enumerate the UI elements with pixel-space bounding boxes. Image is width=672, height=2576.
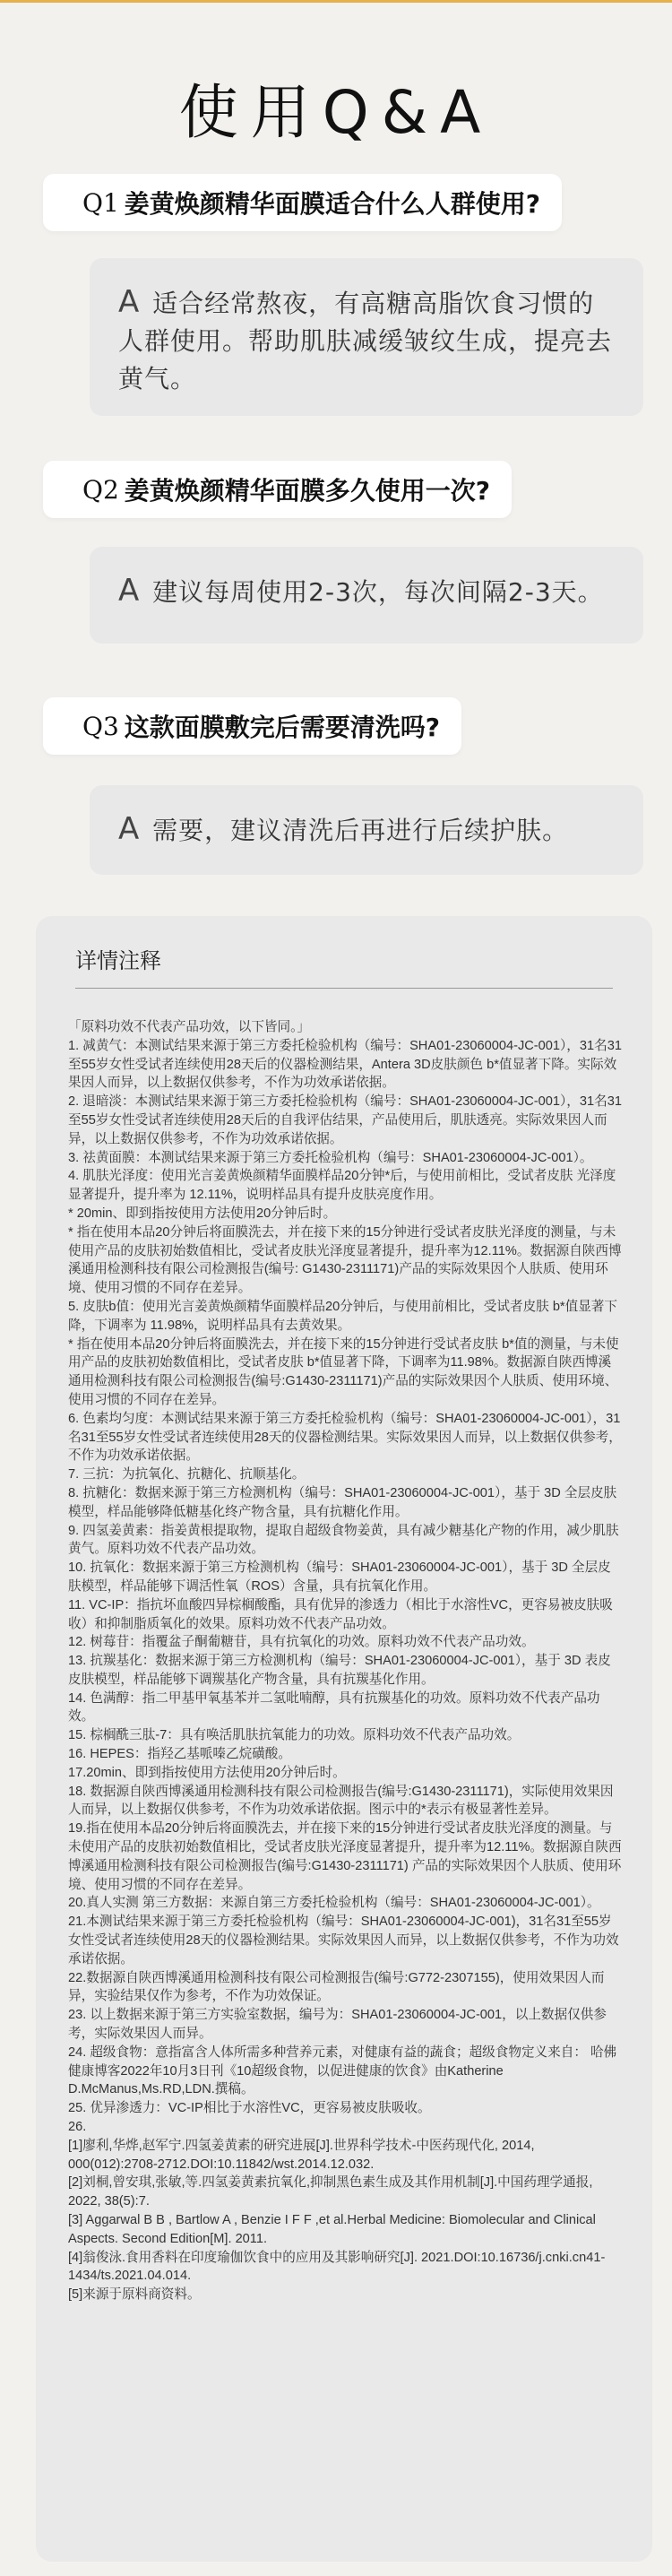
note-line: 5. 皮肤b值：使用光言姜黄焕颜精华面膜样品20分钟后，与使用前相比，受试者皮肤 b*值显著下降，下调率为 11.98%，说明样品具有去黄效果。 xyxy=(68,1299,617,1333)
answer-letter: A xyxy=(118,811,141,847)
note-line: * 指在使用本品20分钟后将面膜洗去，并在接下来的15分钟进行受试者皮肤光泽度的测量，与未使用产品的皮肤初始数值相比，受试者皮肤光泽度显著提升，提升率为12.11%。数据源自陕西博溪通用检测科技有限公司检测报告(编号: G1430-2311171)产品的实际效果因个人肤质、使用环境、使用习惯的不同存在差异。 xyxy=(68,1224,622,1296)
note-line: 3. 祛黄面膜：本测试结果来源于第三方委托检验机构（编号：SHA01-23060004-JC-001）。 xyxy=(68,1150,593,1165)
note-line: 21.本测试结果来源于第三方委托检验机构（编号：SHA01-23060004-JC-001)，31名31至55岁女性受试者连续使用28天的仪器检测结果。实际效果因人而异，以上数据仅供参考，不作为功效承诺依据。 xyxy=(68,1915,619,1967)
note-line: 「原料功效不代表产品功效，以下皆同。」 xyxy=(68,1020,310,1034)
note-line: 7. 三抗：为抗氧化、抗糖化、抗顺基化。 xyxy=(68,1467,306,1482)
note-line: [3] Aggarwal B B , Bartlow A , Benzie I F F ,et al.Herbal Medicine: Biomolecular and Clinical Aspects. Second Edition[M]. 2011. xyxy=(68,2213,596,2246)
note-line: [1]廖利,华烨,赵军宁.四氢姜黄素的研究进展[J].世界科学技术-中医药现代化, 2014, 000(012):2708-2712.DOI:10.11842/wst.2014.12.032. xyxy=(68,2138,535,2172)
answer-text: 建议每周使用2-3次，每次间隔2-3天。 xyxy=(152,577,604,607)
question-2 xyxy=(43,461,512,518)
answer-text: 适合经常熬夜，有高糖高脂饮食习惯的人群使用。帮助肌肤减缓皱纹生成，提亮去黄气。 xyxy=(118,289,613,393)
answer-text: 需要，建议清洗后再进行后续护肤。 xyxy=(152,816,569,845)
note-line: 8. 抗糖化：数据来源于第三方检测机构（编号：SHA01-23060004-JC-001），基于 3D 全层皮肤模型，样品能够降低糖基化终产物含量，具有抗糖化作用。 xyxy=(68,1485,617,1519)
note-line: 16. HEPES：指羟乙基哌嗪乙烷磺酸。 xyxy=(68,1747,291,1762)
question-text: 姜黄焕颜精华面膜多久使用一次? xyxy=(124,476,491,506)
question-number: Q2 xyxy=(82,474,119,505)
page-title: 使用Q&A xyxy=(178,78,494,147)
note-line: 2. 退暗淡：本测试结果来源于第三方委托检验机构（编号：SHA01-23060004-JC-001），31名31至55岁女性受试者连续使用28天后的自我评估结果，产品使用后，肌肤透亮。实际效果因人而异，以上数据仅供参考，不作为功效承诺依据。 xyxy=(68,1094,622,1146)
note-line: 24. 超级食物：意指富含人体所需多种营养元素，对健康有益的蔬食；超级食物定义来自： 哈佛健康博客2022年10月3日刊《10超级食物，以促进健康的饮食》由Katherine D.McManus,Ms.RD,LDN.撰稿。 xyxy=(68,2044,617,2097)
answer-letter: A xyxy=(118,284,141,320)
note-line: 4. 肌肤光泽度：使用光言姜黄焕颜精华面膜样品20分钟*后，与使用前相比，受试者皮肤 光泽度显著提升，提升率为 12.11%，说明样品具有提升皮肤亮度作用。 xyxy=(68,1169,616,1203)
answer-letter: A xyxy=(118,573,141,609)
note-line: [4]翁俊泳.食用香料在印度瑜伽饮食中的应用及其影响研究[J]. 2021.DOI:10.16736/j.cnki.cn41-1434/ts.2021.04.014. xyxy=(68,2250,606,2284)
question-text: 姜黄焕颜精华面膜适合什么人群使用? xyxy=(124,189,541,219)
answer-2 xyxy=(90,547,643,644)
note-line: 20.真人实测 第三方数据：来源自第三方委托检验机构（编号：SHA01-23060004-JC-001）。 xyxy=(68,1896,600,1911)
notes-body xyxy=(68,1018,624,2304)
question-number: Q3 xyxy=(82,711,119,741)
answer-1 xyxy=(90,258,643,416)
details-notes-panel xyxy=(36,916,652,2562)
notes-divider xyxy=(75,988,613,989)
note-line: 11. VC-IP：指抗坏血酸四异棕榈酸酯，具有优异的渗透力（相比于水溶性VC，更容易被皮肤吸收）和抑制脂质氧化的效果。原料功效不代表产品功效。 xyxy=(68,1597,613,1631)
note-line: 26. xyxy=(68,2120,87,2135)
note-line: 1. 减黄气：本测试结果来源于第三方委托检验机构（编号：SHA01-23060004-JC-001），31名31至55岁女性受试者连续使用28天后的仪器检测结果，Antera 3D皮肤颜色 b*值显著下降。实际效果因人而异，以上数据仅供参考，不作为功效承诺依据。 xyxy=(68,1038,622,1091)
note-line: * 20min、即到指按使用方法使用20分钟后时。 xyxy=(68,1206,337,1221)
note-line: 15. 棕榈酰三肽-7：具有唤活肌肤抗氧能力的功效。原料功效不代表产品功效。 xyxy=(68,1728,521,1743)
note-line: 22.数据源自陕西博溪通用检测科技有限公司检测报告(编号:G772-2307155)，使用效果因人而异，实验结果仅作为参考，不作为功效保证。 xyxy=(68,1970,605,2004)
question-number: Q1 xyxy=(82,187,119,218)
note-line: [5]来源于原料商资料。 xyxy=(68,2287,201,2303)
note-line: 6. 色素均匀度：本测试结果来源于第三方委托检验机构（编号：SHA01-23060004-JC-001），31名31至55岁女性受试者连续使用28天的仪器检测结果。实际效果因人而异，以上数据仅供参考，不作为功效承诺依据。 xyxy=(68,1411,622,1464)
note-line: 12. 树莓苷：指覆盆子酮葡糖苷，具有抗氧化的功效。原料功效不代表产品功效。 xyxy=(68,1635,535,1650)
note-line: 14. 色满醇：指二甲基甲氧基苯并二氢吡喃醇，具有抗羰基化的功效。原料功效不代表产品功效。 xyxy=(68,1690,600,1725)
question-3 xyxy=(43,697,461,755)
answer-3 xyxy=(90,785,643,875)
note-line: 10. 抗氧化：数据来源于第三方检测机构（编号：SHA01-23060004-JC-001），基于 3D 全层皮肤模型，样品能够下调活性氧（ROS）含量，具有抗氧化作用。 xyxy=(68,1560,611,1594)
question-1 xyxy=(43,174,562,231)
note-line: 18. 数据源自陕西博溪通用检测科技有限公司检测报告(编号:G1430-2311171)，实际使用效果因人而异，以上数据仅供参考，不作为功效承诺依据。图示中的*表示有极显著性差异。 xyxy=(68,1784,614,1818)
note-line: * 指在使用本品20分钟后将面膜洗去，并在接下来的15分钟进行受试者皮肤 b*值的测量，与未使用产品的皮肤初始数值相比，受试者皮肤 b*值显著下降，下调率为11.98%。数据源自陕西博溪通用检测科技有限公司检测报告(编号:G1430-2311171)产品的实际效果因个人肤质、使用环境、使用习惯的不同存在差异。 xyxy=(68,1336,619,1407)
notes-heading: 详情注释 xyxy=(75,948,161,973)
note-line: [2]刘桐,曾安琪,张敏,等.四氢姜黄素抗氧化,抑制黑色素生成及其作用机制[J].中国药理学通报, 2022, 38(5):7. xyxy=(68,2175,593,2209)
note-line: 17.20min、即到指按使用方法使用20分钟后时。 xyxy=(68,1765,346,1780)
note-line: 25. 优异渗透力：VC-IP相比于水溶性VC，更容易被皮肤吸收。 xyxy=(68,2101,431,2116)
question-text: 这款面膜敷完后需要清洗吗? xyxy=(124,713,441,742)
note-line: 23. 以上数据来源于第三方实验室数据，编号为：SHA01-23060004-JC-001，以上数据仅供参考，实际效果因人而异。 xyxy=(68,2008,607,2042)
note-line: 13. 抗羰基化：数据来源于第三方检测机构（编号：SHA01-23060004-JC-001），基于 3D 表皮皮肤模型，样品能够下调羰基化产物含量，具有抗羰基化作用。 xyxy=(68,1654,611,1687)
note-line: 9. 四氢姜黄素：指姜黄根提取物，提取自超级食物姜黄，具有减少糖基化产物的作用，减少肌肤黄气。原料功效不代表产品功效。 xyxy=(68,1523,619,1557)
top-accent-line xyxy=(0,0,672,3)
note-line: 19.指在使用本品20分钟后将面膜洗去，并在接下来的15分钟进行受试者皮肤光泽度的测量。与未使用产品的皮肤初始数值相比，受试者皮肤光泽度显著提升，提升率为12.11%。数据源自陕西博溪通用检测科技有限公司检测报告(编号:G1430-2311171) 产品的实际效果因个人肤质、使用环境、使用习惯的不同存在差异。 xyxy=(68,1821,622,1892)
